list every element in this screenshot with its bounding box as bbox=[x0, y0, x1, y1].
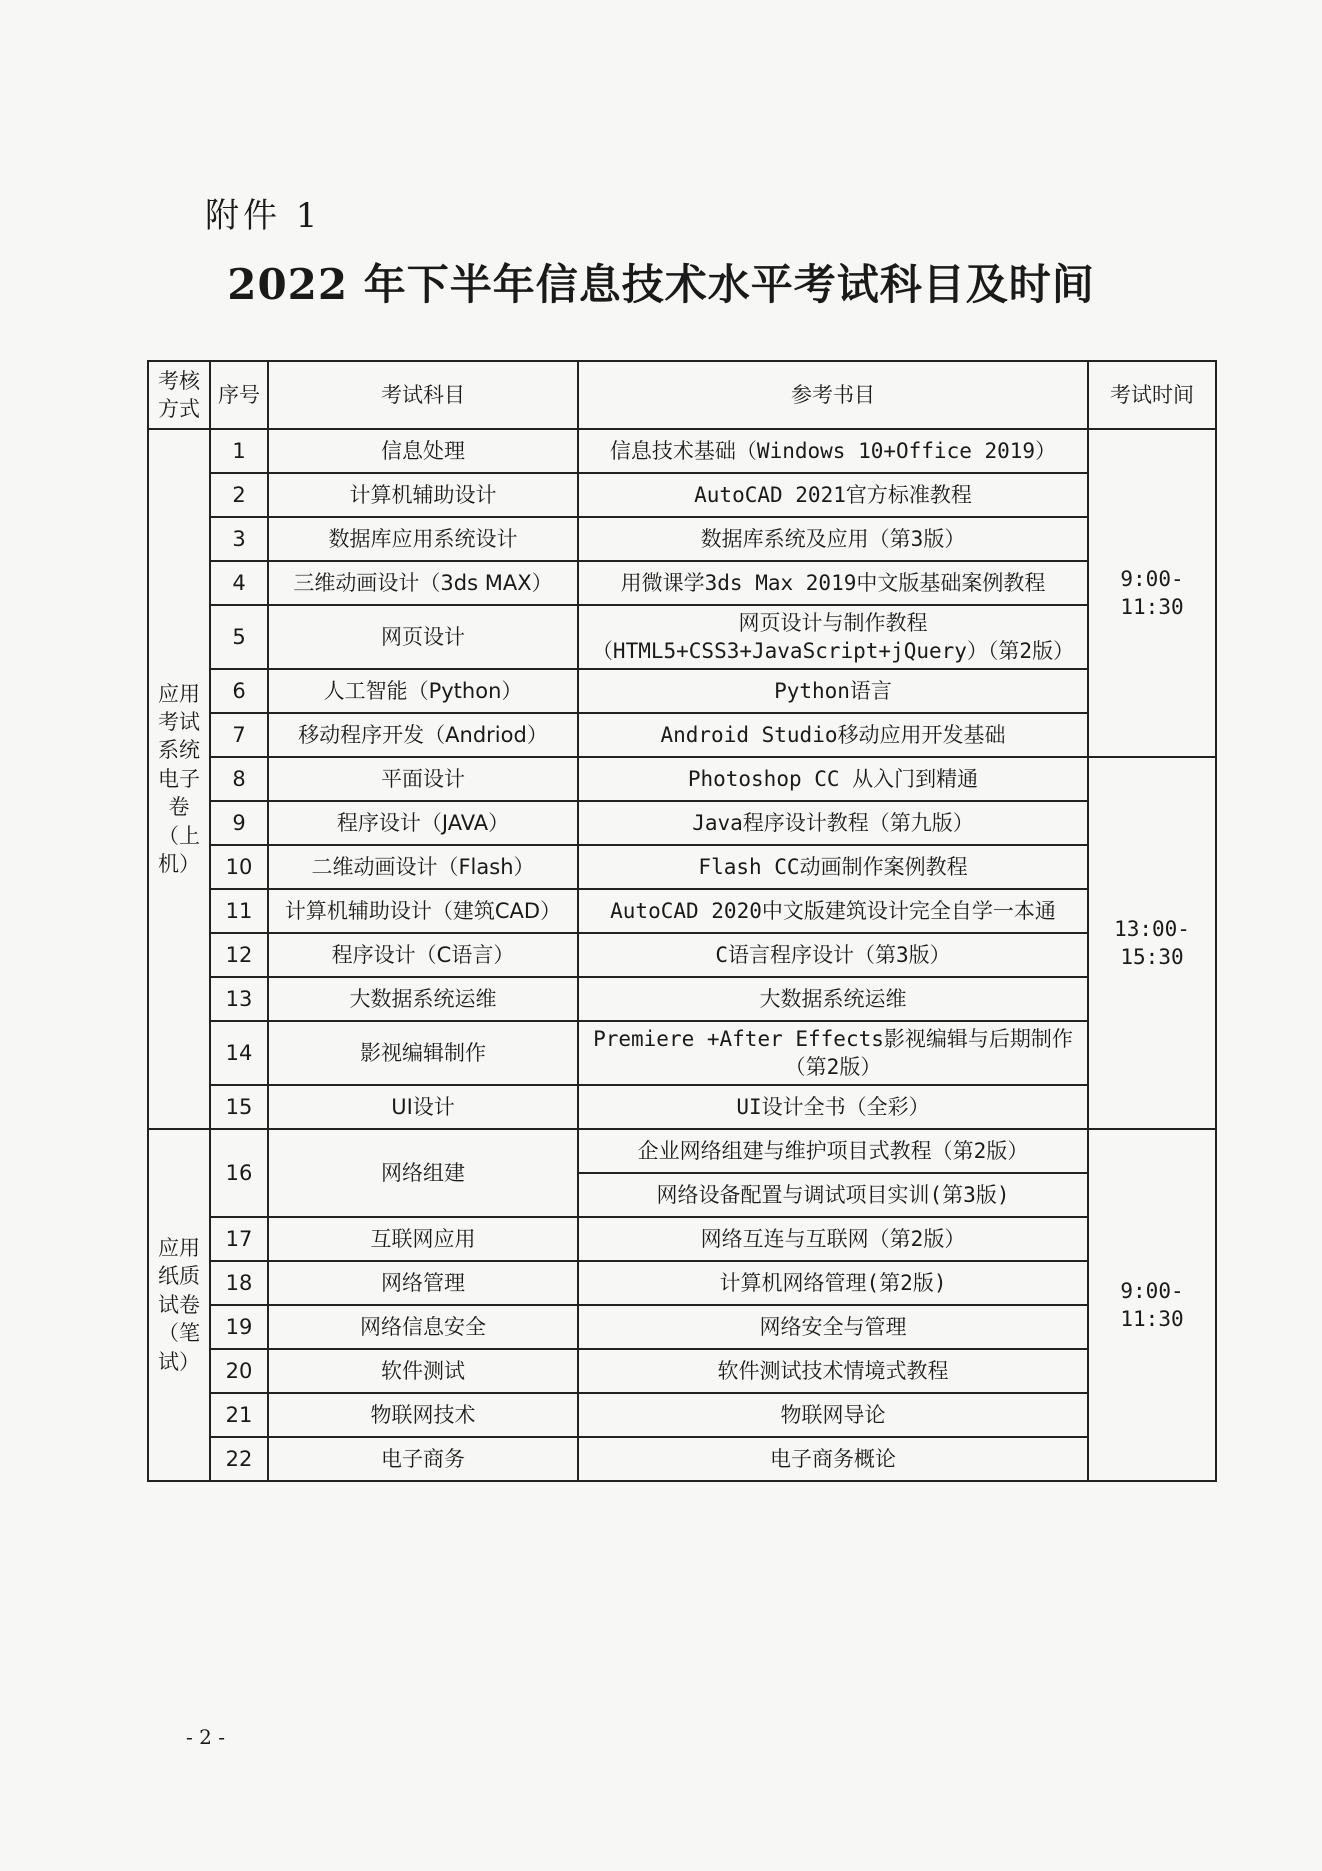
row-seq: 2 bbox=[210, 473, 268, 517]
document-title: 2022 年下半年信息技术水平考试科目及时间 bbox=[227, 260, 1095, 309]
table-row bbox=[148, 1021, 1216, 1085]
row-book: 数据库系统及应用（第3版） bbox=[578, 517, 1088, 561]
row-subject: 程序设计（JAVA） bbox=[268, 801, 578, 845]
row-seq: 5 bbox=[210, 605, 268, 669]
row-book: 网页设计与制作教程（HTML5+CSS3+JavaScript+jQuery）（第2版） bbox=[578, 605, 1088, 669]
row-subject: 网络信息安全 bbox=[268, 1305, 578, 1349]
table-row bbox=[148, 845, 1216, 889]
table-row bbox=[148, 1129, 1216, 1173]
row-seq: 1 bbox=[210, 429, 268, 473]
row-book: 大数据系统运维 bbox=[578, 977, 1088, 1021]
row-subject: 人工智能（Python） bbox=[268, 669, 578, 713]
header-seq: 序号 bbox=[210, 361, 268, 429]
exam-method: 应用纸质试卷（笔试） bbox=[148, 1129, 210, 1481]
table-row bbox=[148, 1085, 1216, 1129]
row-book: Photoshop CC 从入门到精通 bbox=[578, 757, 1088, 801]
table-row bbox=[148, 1261, 1216, 1305]
table-row bbox=[148, 801, 1216, 845]
row-subject: 二维动画设计（Flash） bbox=[268, 845, 578, 889]
row-subject: 三维动画设计（3ds MAX） bbox=[268, 561, 578, 605]
row-book: 计算机网络管理(第2版) bbox=[578, 1261, 1088, 1305]
row-subject: 程序设计（C语言） bbox=[268, 933, 578, 977]
table-row bbox=[148, 1393, 1216, 1437]
header-time: 考试时间 bbox=[1088, 361, 1216, 429]
table-row bbox=[148, 713, 1216, 757]
table-row bbox=[148, 933, 1216, 977]
attachment-label: 附件 1 bbox=[205, 196, 322, 236]
table-row bbox=[148, 473, 1216, 517]
row-seq: 12 bbox=[210, 933, 268, 977]
row-subject: 网络管理 bbox=[268, 1261, 578, 1305]
row-subject: UI设计 bbox=[268, 1085, 578, 1129]
table-row bbox=[148, 1349, 1216, 1393]
row-seq: 18 bbox=[210, 1261, 268, 1305]
row-book: Python语言 bbox=[578, 669, 1088, 713]
row-book: 网络安全与管理 bbox=[578, 1305, 1088, 1349]
table-row bbox=[148, 977, 1216, 1021]
table-row bbox=[148, 517, 1216, 561]
table-row bbox=[148, 429, 1216, 473]
row-book: 网络互连与互联网（第2版） bbox=[578, 1217, 1088, 1261]
row-seq: 10 bbox=[210, 845, 268, 889]
row-seq: 19 bbox=[210, 1305, 268, 1349]
row-seq: 11 bbox=[210, 889, 268, 933]
exam-time: 13:00-15:30 bbox=[1088, 757, 1216, 1129]
exam-time: 9:00-11:30 bbox=[1088, 429, 1216, 757]
exam-method: 应用考试系统电子卷（上机） bbox=[148, 429, 210, 1129]
table-row bbox=[148, 605, 1216, 669]
row-subject: 软件测试 bbox=[268, 1349, 578, 1393]
row-book: Java程序设计教程（第九版） bbox=[578, 801, 1088, 845]
row-subject: 大数据系统运维 bbox=[268, 977, 578, 1021]
row-seq: 20 bbox=[210, 1349, 268, 1393]
row-book: UI设计全书（全彩） bbox=[578, 1085, 1088, 1129]
table-row bbox=[148, 1437, 1216, 1481]
row-seq: 16 bbox=[210, 1129, 268, 1217]
row-book: 信息技术基础（Windows 10+Office 2019） bbox=[578, 429, 1088, 473]
row-subject: 网页设计 bbox=[268, 605, 578, 669]
row-seq: 17 bbox=[210, 1217, 268, 1261]
row-seq: 4 bbox=[210, 561, 268, 605]
row-seq: 3 bbox=[210, 517, 268, 561]
table-header-row bbox=[148, 361, 1216, 429]
row-seq: 21 bbox=[210, 1393, 268, 1437]
table-row bbox=[148, 1217, 1216, 1261]
row-seq: 14 bbox=[210, 1021, 268, 1085]
exam-schedule-table bbox=[147, 360, 1217, 1482]
row-book: AutoCAD 2021官方标准教程 bbox=[578, 473, 1088, 517]
row-seq: 8 bbox=[210, 757, 268, 801]
row-subject: 数据库应用系统设计 bbox=[268, 517, 578, 561]
row-subject: 互联网应用 bbox=[268, 1217, 578, 1261]
header-method: 考核方式 bbox=[148, 361, 210, 429]
row-subject: 计算机辅助设计（建筑CAD） bbox=[268, 889, 578, 933]
table-row bbox=[148, 1305, 1216, 1349]
row-subject: 信息处理 bbox=[268, 429, 578, 473]
row-book: 网络设备配置与调试项目实训(第3版) bbox=[578, 1173, 1088, 1217]
row-book: C语言程序设计（第3版） bbox=[578, 933, 1088, 977]
table-row bbox=[148, 561, 1216, 605]
row-seq: 15 bbox=[210, 1085, 268, 1129]
row-book: 用微课学3ds Max 2019中文版基础案例教程 bbox=[578, 561, 1088, 605]
table-row bbox=[148, 889, 1216, 933]
row-book: Premiere +After Effects影视编辑与后期制作（第2版） bbox=[578, 1021, 1088, 1085]
exam-time: 9:00-11:30 bbox=[1088, 1129, 1216, 1481]
header-book: 参考书目 bbox=[578, 361, 1088, 429]
row-subject: 平面设计 bbox=[268, 757, 578, 801]
row-seq: 6 bbox=[210, 669, 268, 713]
row-seq: 9 bbox=[210, 801, 268, 845]
row-book: 软件测试技术情境式教程 bbox=[578, 1349, 1088, 1393]
row-subject: 电子商务 bbox=[268, 1437, 578, 1481]
row-subject: 网络组建 bbox=[268, 1129, 578, 1217]
page-number: - 2 - bbox=[186, 1725, 225, 1749]
row-subject: 移动程序开发（Andriod） bbox=[268, 713, 578, 757]
table-row bbox=[148, 757, 1216, 801]
row-seq: 7 bbox=[210, 713, 268, 757]
row-book: Flash CC动画制作案例教程 bbox=[578, 845, 1088, 889]
header-subject: 考试科目 bbox=[268, 361, 578, 429]
row-book: 电子商务概论 bbox=[578, 1437, 1088, 1481]
row-subject: 影视编辑制作 bbox=[268, 1021, 578, 1085]
row-book: 企业网络组建与维护项目式教程（第2版） bbox=[578, 1129, 1088, 1173]
row-seq: 22 bbox=[210, 1437, 268, 1481]
row-book: 物联网导论 bbox=[578, 1393, 1088, 1437]
table-row bbox=[148, 669, 1216, 713]
row-book: Android Studio移动应用开发基础 bbox=[578, 713, 1088, 757]
row-subject: 物联网技术 bbox=[268, 1393, 578, 1437]
row-subject: 计算机辅助设计 bbox=[268, 473, 578, 517]
row-book: AutoCAD 2020中文版建筑设计完全自学一本通 bbox=[578, 889, 1088, 933]
row-seq: 13 bbox=[210, 977, 268, 1021]
